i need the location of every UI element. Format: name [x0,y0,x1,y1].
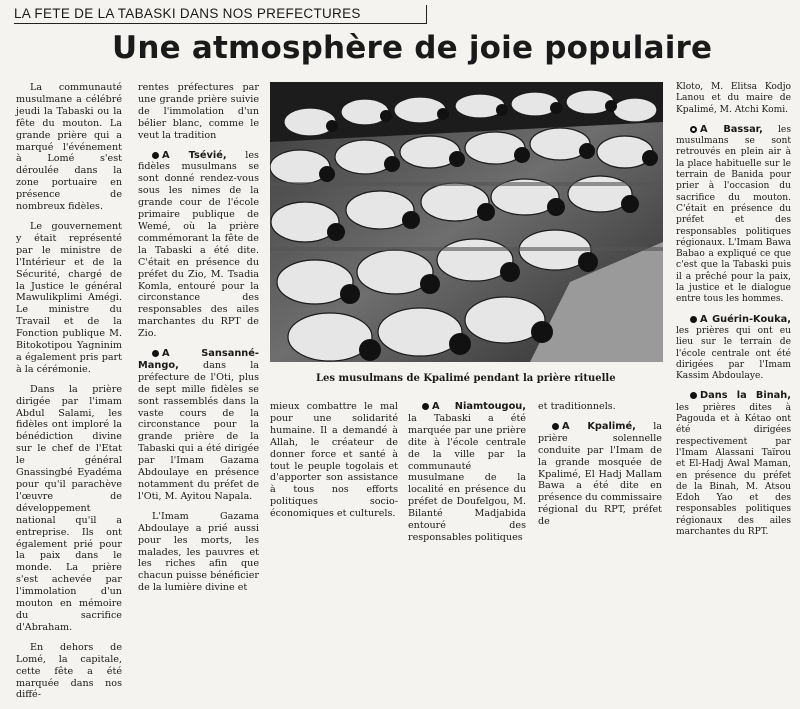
paragraph-guerin [676,314,791,383]
bullet-icon [422,403,429,410]
paragraph: En dehors de Lomé, la capitale, cette fête a été marquée dans nos diffé- [16,641,122,701]
prayer-photo [270,82,663,362]
paragraph: Dans la prière dirigée par l'imam Abdul Salami, les fidèles ont imploré la bénédiction divine sur le chef de l'Etat le général Gnassingbé Eyadéma pour qu'il parachève l'œuvre de développement national qu'il a entreprise. Ils ont également prié pour la paix dans le monde. La prière s'est achevée par l'immolation d'un mouton en mémoire du sacrifice d'Abraham. [16,383,122,633]
bullet-icon [552,423,559,430]
paragraph: mieux combattre le mal pour une solidarité humaine. Il a demandé à Allah, le créateur de donner force et santé à tout le peuple togolais et d'apporter son assistance à tous nos efforts politiques socio-économiques et culturels. [270,401,398,520]
section-title: A Sansanné-Mango, [138,348,259,371]
paragraph: Le gouvernement y était représenté par le ministre de l'Intérieur et de la Sécurité, chargé de la Justice le général Mawulikplimi Amégi. Le ministre du Travail et de la Fonction publique M. Bitokotipou Yagninim a également pris part à la cérémonie. [16,220,122,375]
bullet-icon [690,316,697,323]
paragraph-tsevie [138,150,259,341]
paragraph-sansanne [138,348,259,503]
section-kicker: LA FETE DE LA TABASKI DANS NOS PREFECTURES [14,5,427,24]
column-4 [408,401,526,552]
section-title: A Bassar, [700,123,763,135]
bullet-icon [690,126,697,133]
column-1 [16,82,122,709]
section-title: A Niamtougou, [432,401,526,412]
photo-image [270,82,663,362]
paragraph-bassar [676,124,791,306]
paragraph: et traditionnels. [538,401,616,412]
paragraph: L'Imam Gazama Abdoulaye a prié aussi pour les morts, les malades, les pauvres et les riches afin que chacun puisse bénéficier de la lumière divine et [138,510,259,594]
paragraph: rentes préfectures par une grande prière suivie de l'immolation d'un bélier blanc, comme le veut la tradition [138,82,259,141]
photo-caption: Les musulmans de Kpalimé pendant la prière rituelle [316,373,616,384]
section-body: la Tabaski a été marquée par une prière dite à l'école centrale de la ville par la communauté musulmane de la localité en présence du préfet de Doufelgou, M. Bilanté Madjabida entouré des responsables politiques [408,412,526,543]
section-body: les musulmans se sont retrouvés en plein air à la place habituelle sur le terrain de Banida pour prier à l'occasion du sacrifice du mouton. C'était en présence du préfet et des responsables politiques régionaux. L'Imam Bawa Babao a expliqué ce que c'est que la Tabaski puis il a prêché pour la paix, la justice et le dialogue entre tous les hommes. [676,124,791,305]
section-title: A Kpalimé, [562,420,636,432]
column-3 [270,401,398,528]
bullet-icon [152,350,159,357]
bullet-icon [152,152,159,159]
column-2 [138,82,259,602]
paragraph: Kloto, M. Elitsa Kodjo Lanou et du maire de Kpalimé, M. Atchi Komi. [676,82,791,115]
section-title: A Guérin-Kouka, [700,313,791,325]
section-title: A Tsévié, [162,149,227,161]
section-body: les fidèles musulmans se sont donné rendez-vous sous les nimes de la grande cour de l'école primaire publique de Wemé, où la prière commémorant la fête de la Tabaski a été dite. C'était en présence du préfet du Zio, M. Tsadia Komla, entouré pour la circonstance des responsables des ailes marchantes du RPT de Zio. [138,149,259,340]
headline: Une atmosphère de joie populaire [112,30,713,66]
paragraph: La communauté musulmane a célébré jeudi la Tabaski ou la fête du mouton. La grande prière qui a marqué l'événement à Lomé s'est déroulée dans la zone portuaire en présence de nombreux fidèles. [16,82,122,213]
section-body: dans la préfecture de l'Oti, plus de sept mille fidèles se sont rassemblés dans la vaste cours de la circonstance pour la grande prière de la Tabaski qui a été dirigée par l'Imam Gazama Abdoulaye en présence notamment du préfet de l'Oti, M. Ayitou Napala. [138,359,259,502]
column-5 [538,401,662,536]
bullet-icon [690,392,697,399]
section-body: la prière solennelle conduite par l'Imam de la grande mosquée de Kpalimé, El Hadj Mallam Bawa a été dite en présence du commissaire régional du RPT, préfet de [538,420,662,528]
paragraph-niamtougou [408,401,526,544]
section-title: Dans la Binah, [700,390,791,402]
paragraph-binah [676,390,791,538]
section-body: les prières dites à Pagouda et à Kétao ont été dirigées respectivement par l'Imam Alassani Taïrou et El-Hadj Awal Maman, en présence du préfet de la Binah, M. Atsou Edoh Yao et des responsables politiques régionaux des ailes marchantes du RPT. [676,402,791,537]
column-6 [676,82,791,546]
section-body: les prières qui ont eu lieu sur le terrain de l'école centrale ont été dirigées par l'Imam Kassim Abdoulaye. [676,325,791,382]
